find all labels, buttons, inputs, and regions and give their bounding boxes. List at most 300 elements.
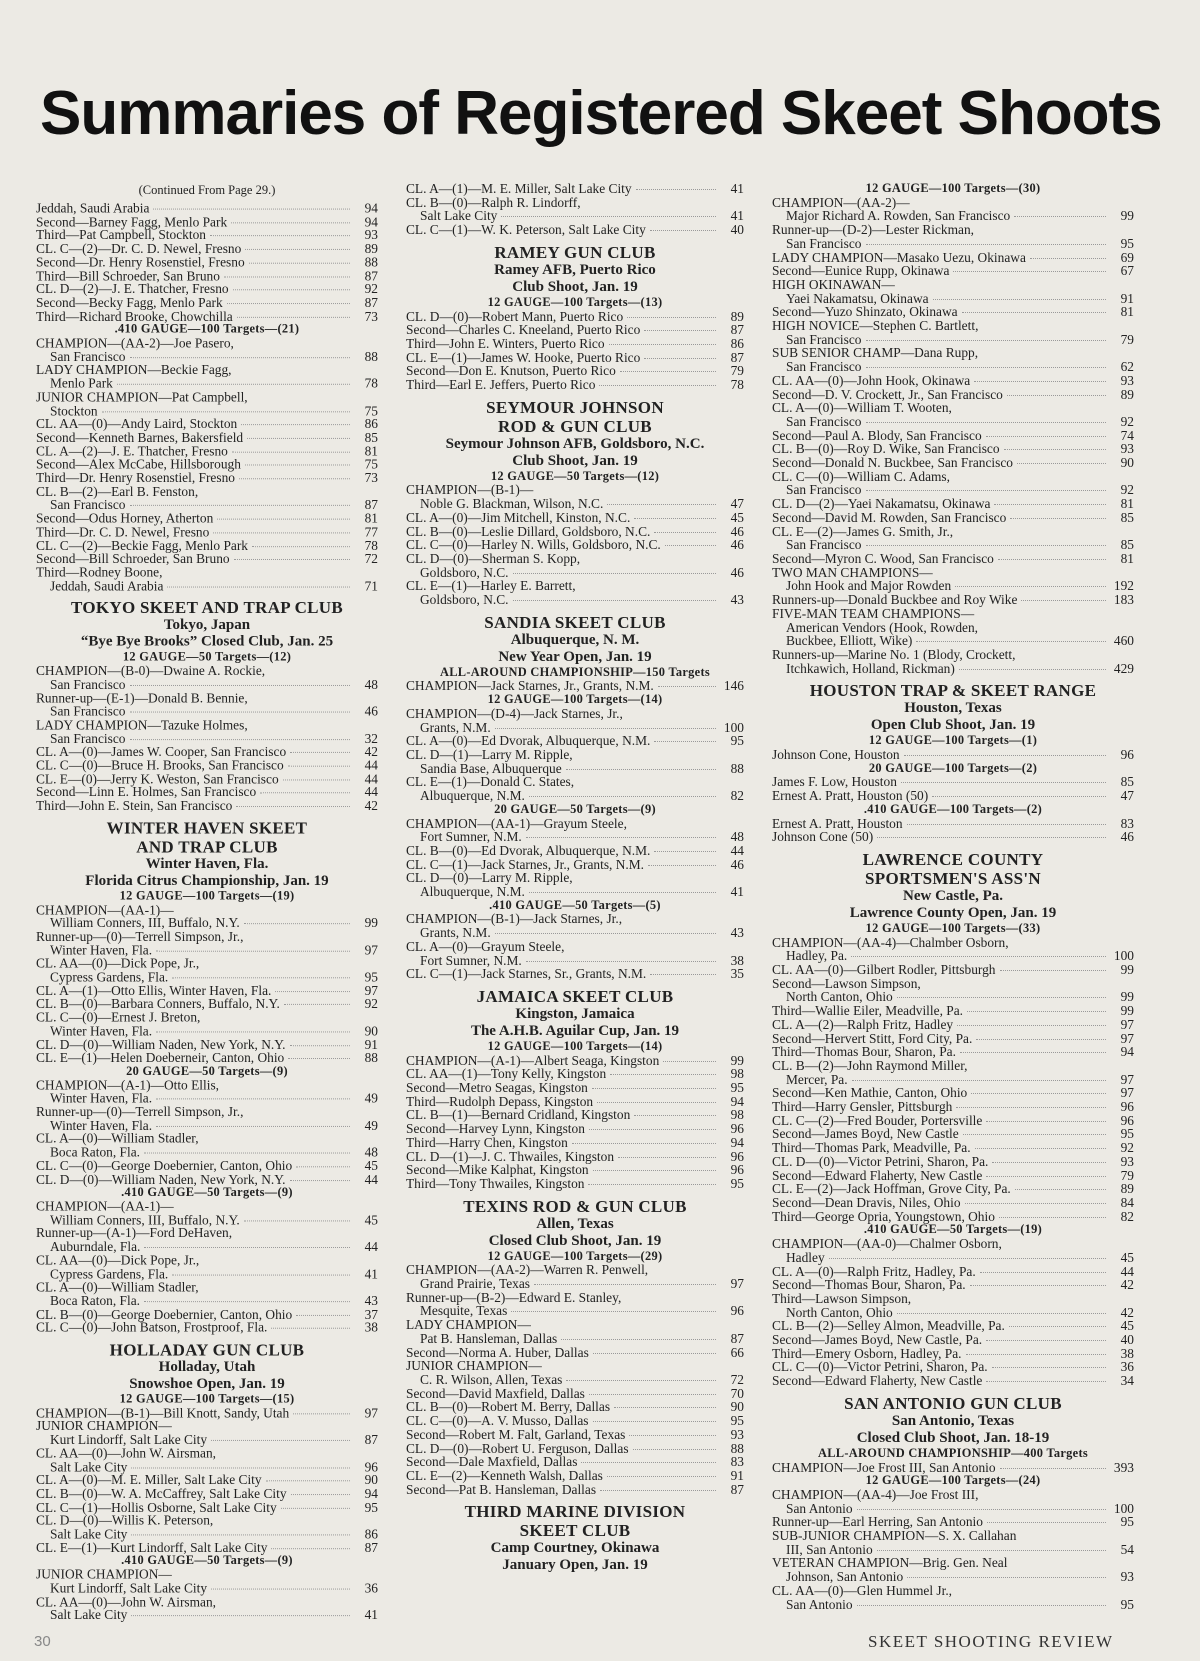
dot-leader — [526, 837, 716, 838]
dot-leader — [231, 222, 350, 223]
shooter-text: CL. C—(2)—Fred Bouder, Portersville — [772, 1112, 983, 1128]
result-row — [772, 552, 1134, 566]
shooter-text: Hadley — [786, 1249, 825, 1265]
result-row — [36, 350, 378, 363]
score: 92 — [1120, 413, 1134, 429]
score: 85 — [1120, 537, 1134, 553]
score: 91 — [364, 1036, 378, 1052]
score: 95 — [730, 1080, 744, 1096]
result-line: CL. AA—(0)—Glen Hummel Jr., — [772, 1582, 953, 1598]
shooter-text: Third—Thomas Bour, Sharon, Pa. — [772, 1044, 956, 1060]
shooter-text: CL. C—(1)—Jack Starnes, Sr., Grants, N.M. — [406, 966, 647, 982]
result-row — [36, 772, 378, 785]
score: 99 — [1120, 989, 1134, 1005]
result-row — [36, 799, 378, 812]
score: 97 — [1120, 1085, 1134, 1101]
dot-leader — [131, 1615, 350, 1616]
score: 42 — [364, 798, 378, 814]
score: 95 — [730, 733, 744, 749]
shoot-subtitle: New Year Open, Jan. 19 — [498, 648, 652, 665]
result-row — [772, 1598, 1134, 1612]
result-row — [772, 830, 1134, 844]
dot-leader — [534, 1284, 716, 1285]
result-row — [36, 1173, 378, 1186]
dot-leader — [644, 330, 716, 331]
result-row — [36, 256, 378, 269]
result-row — [772, 593, 1134, 607]
dot-leader — [665, 545, 716, 546]
result-row — [772, 579, 1134, 593]
shooter-text: Second—Paul A. Blody, San Francisco — [772, 427, 982, 443]
dot-leader — [607, 1476, 716, 1477]
shooter-text: Second—Alex McCabe, Hillsborough — [36, 456, 241, 472]
result-row — [36, 1146, 378, 1159]
result-row — [36, 705, 378, 718]
dot-leader — [291, 1494, 350, 1495]
shooter-text: CL. C—(2)—Dr. C. D. Newel, Fresno — [36, 241, 242, 256]
shooter-text: William Conners, III, Buffalo, N.Y. — [50, 915, 240, 931]
event-heading: 12 GAUGE—100 Targets—(33) — [865, 920, 1041, 935]
score: 95 — [364, 1499, 378, 1515]
score: 44 — [364, 757, 378, 773]
score: 69 — [1120, 249, 1134, 265]
shooter-text: CL. D—(2)—Yaei Nakamatsu, Okinawa — [772, 496, 991, 512]
dot-leader — [654, 851, 716, 852]
event-heading: .410 GAUGE—100 Targets—(21) — [114, 322, 300, 336]
result-row — [36, 1541, 378, 1554]
score: 48 — [730, 829, 744, 845]
dot-leader — [851, 956, 1106, 957]
score: 81 — [1120, 496, 1134, 512]
score: 35 — [730, 966, 744, 982]
result-line: CHAMPION—(AA-4)—Chalmber Osborn, — [772, 934, 1009, 950]
shooter-text: Winter Haven, Fla. — [50, 1117, 153, 1133]
result-line: CHAMPION—(AA-1)—Grayum Steele, — [406, 815, 627, 831]
result-line: CHAMPION—(AA-4)—Joe Frost III, — [772, 1486, 979, 1502]
result-row — [36, 732, 378, 745]
score: 99 — [730, 1052, 744, 1068]
result-row — [772, 1141, 1134, 1155]
score: 83 — [730, 1454, 744, 1470]
shooter-text: Second—Myron C. Wood, San Francisco — [772, 550, 994, 566]
result-row — [772, 1251, 1134, 1265]
shoot-subtitle: San Antonio, Texas — [891, 1412, 1015, 1429]
score: 100 — [723, 719, 744, 735]
dot-leader — [589, 1129, 716, 1130]
result-row — [406, 679, 744, 693]
score: 87 — [364, 268, 378, 283]
shooter-text: John Hook and Major Rowden — [786, 578, 952, 594]
shooter-text: CL. D—(0)—William Naden, New York, N.Y. — [36, 1036, 286, 1052]
event-heading: .410 GAUGE—50 Targets—(9) — [121, 1553, 293, 1568]
club-name: AND TRAP CLUB — [136, 837, 278, 857]
shooter-text: CL. AA—(1)—Tony Kelly, Kingston — [406, 1066, 607, 1082]
shooter-text: CL. C—(0)—Harley N. Wills, Goldsboro, N.C. — [406, 537, 661, 553]
shooter-text: CHAMPION—(A-1)—Albert Seaga, Kingston — [406, 1052, 660, 1068]
result-row — [772, 1100, 1134, 1114]
shooter-text: Buckbee, Elliott, Wike) — [786, 633, 913, 649]
result-row — [772, 1182, 1134, 1196]
shooter-text: Hadley, Pa. — [786, 948, 848, 964]
result-row — [772, 775, 1134, 789]
result-row — [406, 926, 744, 940]
result-row — [36, 1487, 378, 1500]
dot-leader — [281, 1508, 350, 1509]
result-row — [36, 943, 378, 956]
dot-leader — [1021, 600, 1106, 601]
shoot-subtitle: New Castle, Pa. — [903, 887, 1003, 904]
shooter-text: San Francisco — [786, 482, 862, 498]
shoot-subtitle: Lawrence County Open, Jan. 19 — [849, 904, 1057, 921]
score: 99 — [1120, 962, 1134, 978]
result-line: SUB-JUNIOR CHAMPION—S. X. Callahan — [772, 1528, 1017, 1544]
score: 96 — [1120, 747, 1134, 763]
shooter-text: San Francisco — [50, 497, 126, 513]
result-line: CHAMPION—(AA-1)— — [36, 902, 174, 917]
dot-leader — [526, 961, 716, 962]
score: 79 — [730, 363, 744, 379]
result-row — [36, 444, 378, 457]
shooter-text: CL. A—(1)—M. E. Miller, Salt Lake City — [406, 181, 632, 196]
score: 48 — [364, 1144, 378, 1160]
club-name: SKEET CLUB — [519, 1521, 631, 1541]
score: 100 — [1113, 948, 1134, 964]
score: 73 — [364, 470, 378, 486]
result-line: American Vendors (Hook, Rowden, — [786, 619, 979, 635]
result-line: LADY CHAMPION—Beckie Fagg, — [36, 362, 232, 378]
dot-leader — [130, 712, 351, 713]
result-row — [36, 1213, 378, 1226]
result-row — [772, 1155, 1134, 1169]
shooter-text: Third—Dr. Henry Rosenstiel, Fresno — [36, 470, 235, 486]
dot-leader — [237, 316, 350, 317]
shooter-text: CL. B—(0)—George Doebernier, Canton, Ohio — [36, 1306, 293, 1322]
shooter-text: Second—Ken Mathie, Canton, Ohio — [772, 1085, 968, 1101]
score: 79 — [1120, 331, 1134, 347]
dot-leader — [966, 1354, 1106, 1355]
shooter-text: Second—Metro Seagas, Kingston — [406, 1080, 588, 1096]
shooter-text: Third—Bill Schroeder, San Bruno — [36, 268, 220, 283]
shooter-text: Salt Lake City — [50, 1459, 128, 1474]
result-row — [772, 1347, 1134, 1361]
dot-leader — [144, 1301, 350, 1302]
event-heading: 12 GAUGE—100 Targets—(14) — [487, 1038, 663, 1053]
score: 92 — [1120, 482, 1134, 498]
score: 72 — [730, 1372, 744, 1387]
result-row — [406, 721, 744, 735]
result-row — [36, 1038, 378, 1051]
result-row — [36, 471, 378, 484]
score: 36 — [364, 1580, 378, 1596]
result-row — [36, 786, 378, 799]
shooter-text: Mesquite, Texas — [420, 1303, 508, 1319]
shooter-text: Stockton — [50, 403, 98, 418]
result-row — [406, 1081, 744, 1095]
shoot-subtitle: Seymour Johnson AFB, Goldsboro, N.C. — [445, 435, 705, 452]
shooter-text: CL. D—(0)—Robert Mann, Puerto Rico — [406, 308, 624, 324]
result-row — [36, 1308, 378, 1321]
dot-leader — [1000, 970, 1106, 971]
score: 46 — [730, 856, 744, 872]
dot-leader — [213, 532, 350, 533]
dot-leader — [130, 357, 351, 358]
dot-leader — [986, 1176, 1106, 1177]
score: 44 — [364, 784, 378, 800]
result-row — [36, 917, 378, 930]
shooter-text: LADY CHAMPION—Masako Uezu, Okinawa — [772, 249, 1026, 265]
score: 92 — [364, 281, 378, 297]
dot-leader — [589, 1394, 716, 1395]
shooter-text: Boca Raton, Fla. — [50, 1293, 141, 1308]
dot-leader — [897, 997, 1106, 998]
shooter-text: CL. C—(1)—W. K. Peterson, Salt Lake City — [406, 222, 646, 238]
shooter-text: Second—Odus Horney, Atherton — [36, 510, 214, 526]
result-row — [772, 1278, 1134, 1292]
score: 46 — [730, 537, 744, 553]
event-heading: .410 GAUGE—50 Targets—(9) — [121, 1185, 293, 1200]
dot-leader — [266, 1481, 350, 1482]
shooter-text: CL. A—(0)—M. E. Miller, Salt Lake City — [36, 1472, 262, 1488]
dot-leader — [227, 303, 350, 304]
shooter-text: Second—Dale Maxfield, Dallas — [406, 1454, 578, 1470]
score: 92 — [1120, 1140, 1134, 1156]
score: 393 — [1113, 1459, 1134, 1475]
shooter-text: San Antonio — [786, 1596, 853, 1612]
dot-leader — [153, 209, 350, 210]
shooter-text: CL. A—(0)—James W. Cooper, San Francisco — [36, 744, 287, 760]
dot-leader — [217, 519, 350, 520]
shooter-text: Salt Lake City — [50, 1526, 128, 1542]
event-heading: .410 GAUGE—50 Targets—(19) — [863, 1222, 1043, 1237]
dot-leader — [1007, 395, 1106, 396]
result-row — [772, 634, 1134, 648]
shooter-text: Ernest A. Pratt, Houston — [772, 815, 903, 831]
dot-leader — [627, 317, 716, 318]
result-row — [36, 458, 378, 471]
shooter-text: Grants, N.M. — [420, 719, 491, 735]
result-line: CL. D—(0)—Larry M. Ripple, — [406, 870, 573, 886]
dot-leader — [513, 573, 716, 574]
result-row — [772, 1360, 1134, 1374]
shoot-subtitle: Winter Haven, Fla. — [145, 856, 269, 872]
shooter-text: CL. B—(0)—Robert M. Berry, Dallas — [406, 1399, 611, 1415]
score: 62 — [1120, 359, 1134, 375]
shooter-text: Winter Haven, Fla. — [50, 942, 153, 958]
score: 42 — [1120, 1304, 1134, 1320]
score: 78 — [364, 537, 378, 553]
score: 96 — [364, 1459, 378, 1474]
dot-leader — [290, 1045, 350, 1046]
shooter-text: Second—Donald N. Buckbee, San Francisco — [772, 455, 1013, 471]
result-row — [36, 579, 378, 592]
score: 86 — [730, 335, 744, 351]
dot-leader — [117, 384, 350, 385]
score: 73 — [364, 308, 378, 324]
dot-leader — [866, 340, 1107, 341]
result-row — [772, 1210, 1134, 1224]
score: 95 — [1120, 1126, 1134, 1142]
shoot-subtitle: Houston, Texas — [904, 700, 1002, 717]
score: 87 — [730, 322, 744, 338]
dot-leader — [907, 824, 1106, 825]
shooter-text: Second—Thomas Bour, Sharon, Pa. — [772, 1277, 966, 1293]
score: 49 — [364, 1117, 378, 1133]
dot-leader — [249, 263, 350, 264]
dot-leader — [976, 1039, 1106, 1040]
dot-leader — [980, 1272, 1106, 1273]
result-row — [36, 984, 378, 997]
result-row — [772, 538, 1134, 552]
result-row — [36, 1582, 378, 1595]
result-line: SUB SENIOR CHAMP—Dana Rupp, — [772, 345, 979, 361]
score: 97 — [1120, 1030, 1134, 1046]
shooter-text: Fort Sumner, N.M. — [420, 952, 522, 968]
dot-leader — [970, 1285, 1106, 1286]
result-row — [36, 1321, 378, 1334]
shooter-text: Runner-up—Earl Herring, San Antonio — [772, 1514, 983, 1530]
shooter-text: Third—Harry Gensler, Pittsburgh — [772, 1099, 953, 1115]
shooter-text: Second—Pat B. Hansleman, Dallas — [406, 1481, 597, 1497]
result-line: CHAMPION—(B-1)— — [406, 482, 534, 498]
club-name: HOLLADAY GUN CLUB — [109, 1340, 305, 1360]
dot-leader — [907, 1577, 1106, 1578]
dot-leader — [156, 1031, 350, 1032]
result-line: JUNIOR CHAMPION— — [36, 1567, 172, 1582]
club-name: LAWRENCE COUNTY — [862, 849, 1044, 869]
result-row — [772, 1319, 1134, 1333]
shooter-text: Second—David Maxfield, Dallas — [406, 1385, 585, 1401]
dot-leader — [513, 600, 716, 601]
dot-leader — [131, 1534, 350, 1535]
shooter-text: William Conners, III, Buffalo, N.Y. — [50, 1212, 240, 1228]
dot-leader — [156, 1126, 350, 1127]
dot-leader — [130, 505, 351, 506]
result-line: CL. E—(1)—Donald C. States, — [406, 774, 575, 790]
shooter-text: Second—Dr. Henry Rosenstiel, Fresno — [36, 254, 245, 270]
dot-leader — [172, 977, 350, 978]
score: 87 — [364, 1432, 378, 1447]
score: 78 — [364, 376, 378, 391]
shooter-text: Second—Becky Fagg, Menlo Park — [36, 295, 223, 310]
shooter-text: Second—Charles C. Kneeland, Puerto Rico — [406, 322, 641, 338]
score: 83 — [1120, 815, 1134, 831]
dot-leader — [609, 344, 716, 345]
result-row — [772, 497, 1134, 511]
shooter-text: CL. C—(1)—Jack Starnes, Jr., Grants, N.M. — [406, 856, 645, 872]
score: 95 — [1120, 1514, 1134, 1530]
result-row — [772, 483, 1134, 497]
shooter-text: Salt Lake City — [420, 208, 498, 224]
result-row — [772, 415, 1134, 429]
result-row — [36, 1433, 378, 1446]
shooter-text: Second—Edward Flaherty, New Castle — [772, 1373, 983, 1389]
shooter-text: James F. Low, Houston — [772, 774, 897, 790]
result-row — [36, 525, 378, 538]
result-row — [36, 970, 378, 983]
shooter-text: Fort Sumner, N.M. — [420, 829, 522, 845]
result-line: HIGH OKINAWAN— — [772, 276, 895, 292]
result-line: LADY CHAMPION— — [406, 1317, 531, 1333]
dot-leader — [1000, 1468, 1106, 1469]
score: 77 — [364, 524, 378, 540]
result-row — [36, 552, 378, 565]
shooter-text: Second—Bill Schroeder, San Bruno — [36, 551, 230, 567]
score: 87 — [730, 1481, 744, 1497]
club-name: WINTER HAVEN SKEET — [106, 818, 308, 838]
result-row — [772, 1570, 1134, 1584]
dot-leader — [210, 236, 350, 237]
score: 96 — [730, 1162, 744, 1178]
result-row — [36, 215, 378, 228]
result-row — [406, 1108, 744, 1122]
shooter-text: Albuquerque, N.M. — [420, 788, 525, 804]
result-row — [406, 1150, 744, 1164]
result-row — [36, 1024, 378, 1037]
dot-leader — [658, 686, 716, 687]
result-line: Runner-up—(A-1)—Ford DeHaven, — [36, 1225, 233, 1241]
shooter-text: Second—Harvey Lynn, Kingston — [406, 1121, 585, 1137]
dot-leader — [1014, 216, 1106, 217]
result-row — [36, 431, 378, 444]
score: 96 — [730, 1148, 744, 1164]
result-row — [772, 1073, 1134, 1087]
dot-leader — [130, 739, 351, 740]
shoot-subtitle: Snowshoe Open, Jan. 19 — [129, 1375, 285, 1392]
shooter-text: San Francisco — [786, 359, 862, 375]
shooter-text: Grants, N.M. — [420, 925, 491, 941]
shooter-text: Second—Norma A. Huber, Dallas — [406, 1344, 589, 1360]
shooter-text: Third—George Opria, Youngstown, Ohio — [772, 1208, 995, 1224]
dot-leader — [130, 685, 351, 686]
shooter-text: San Francisco — [50, 676, 126, 692]
shooter-text: Yaei Nakamatsu, Okinawa — [786, 290, 929, 306]
result-row — [406, 351, 744, 365]
result-row — [406, 566, 744, 580]
result-line: CHAMPION—(D-4)—Jack Starnes, Jr., — [406, 705, 623, 721]
result-row — [406, 954, 744, 968]
score: 96 — [1120, 1099, 1134, 1115]
result-row — [406, 1346, 744, 1360]
result-line: CL. AA—(0)—John W. Airsman, — [36, 1445, 217, 1461]
event-heading: 12 GAUGE—100 Targets—(1) — [868, 733, 1038, 748]
score: 87 — [364, 497, 378, 513]
score: 41 — [730, 884, 744, 900]
score: 90 — [730, 1399, 744, 1415]
shooter-text: CHAMPION—(B-1)—Bill Knott, Sandy, Utah — [36, 1405, 290, 1420]
shoot-subtitle: Club Shoot, Jan. 19 — [512, 452, 638, 469]
result-row — [36, 1119, 378, 1132]
dot-leader — [986, 436, 1106, 437]
result-line: CL. C—(0)—Ernest J. Breton, — [36, 1009, 201, 1025]
score: 67 — [1120, 263, 1134, 279]
result-row — [406, 1122, 744, 1136]
score: 85 — [1120, 509, 1134, 525]
score: 97 — [1120, 1071, 1134, 1087]
score: 460 — [1113, 633, 1134, 649]
result-line: FIVE-MAN TEAM CHAMPIONS— — [772, 605, 975, 621]
result-row — [36, 242, 378, 255]
shoot-subtitle: The A.H.B. Aguilar Cup, Jan. 19 — [470, 1022, 680, 1039]
shooter-text: CL. C—(2)—Beckie Fagg, Menlo Park — [36, 537, 248, 553]
dot-leader — [290, 1180, 350, 1181]
dot-leader — [244, 1220, 350, 1221]
score: 71 — [364, 578, 378, 594]
score: 89 — [1120, 386, 1134, 402]
shooter-text: CL. D—(0)—Victor Petrini, Sharon, Pa. — [772, 1153, 989, 1169]
result-row — [36, 1240, 378, 1253]
club-name: SANDIA SKEET CLUB — [484, 612, 666, 632]
shooter-text: Third—Pat Campbell, Stockton — [36, 227, 206, 243]
